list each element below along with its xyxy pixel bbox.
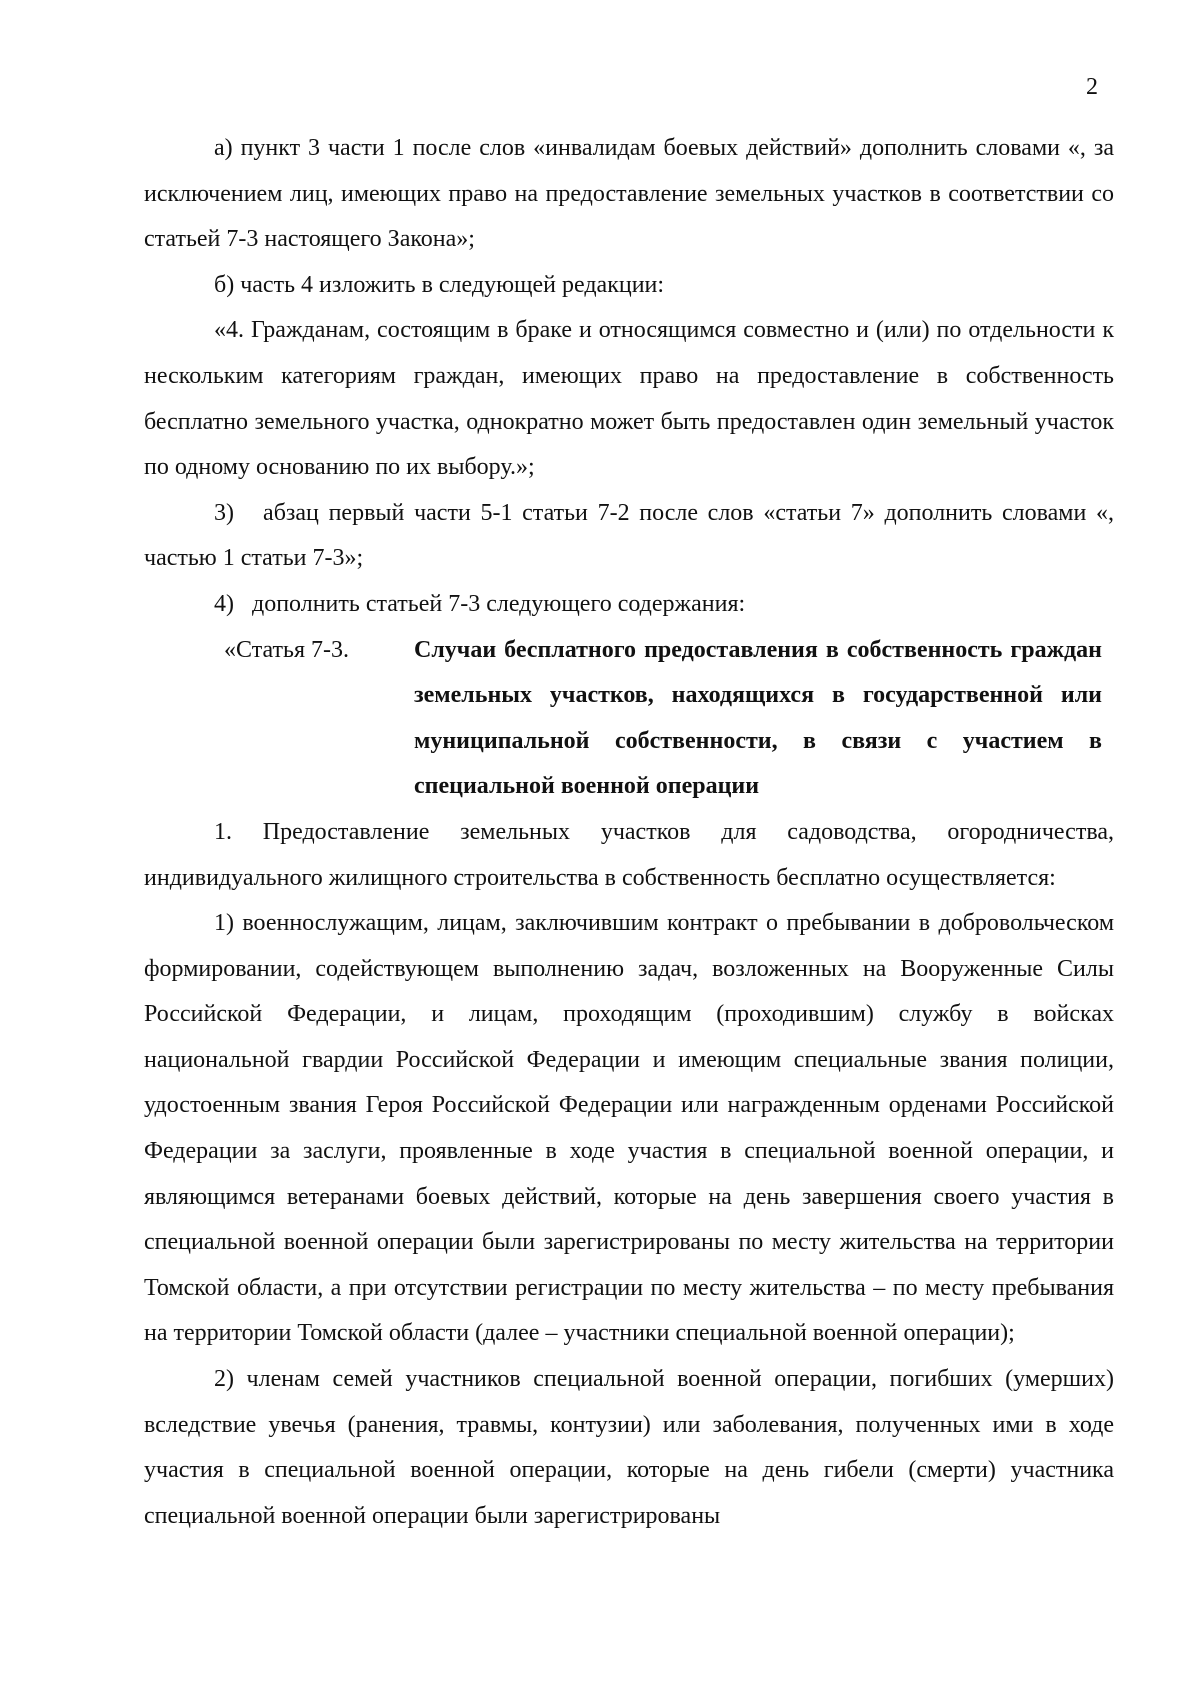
paragraph-3: 3) абзац первый части 5-1 статьи 7-2 после слов «статьи 7» дополнить словами «, частью 1 статьи 7-3»; (144, 499, 1114, 572)
article-label: «Статья 7-3. (224, 636, 349, 663)
paragraph-4: 4) дополнить статьей 7-3 следующего содержания: (214, 590, 746, 617)
paragraph-quote-4: «4. Гражданам, состоящим в браке и относящимся совместно и (или) по отдельности к нескольким категориям граждан, имеющих право на предоставление в собственность бесплатно земельного участка, однократно может быть предоставлен один земельный участок по одному основанию по их выбору.»; (144, 317, 1114, 481)
article-title: Случаи бесплатного предоставления в собственность граждан земельных участков, находящихся в государственной или муниципальной собственности, в связи с участием в специальной военной операции (414, 636, 1102, 800)
article-item-2: 2) членам семей участников специальной военной операции, погибших (умерших) вследствие увечья (ранения, травмы, контузии) или заболевания, полученных ими в ходе участия в специальной военной операции, которые на день гибели (смерти) участника специальной военной операции были зарегистрированы (144, 1366, 1114, 1529)
article-paragraph-1: 1. Предоставление земельных участков для садоводства, огородничества, индивидуального жилищного строительства в собственность бесплатно осуществляется: (144, 818, 1114, 891)
document-body (144, 126, 1114, 1539)
page-number: 2 (1086, 74, 1098, 100)
article-heading (144, 628, 1114, 810)
paragraph-a: а) пункт 3 части 1 после слов «инвалидам боевых действий» дополнить словами «, за исключением лиц, имеющих право на предоставление земельных участков в соответствии со статьей 7-3 настоящего Закона»; (144, 135, 1114, 253)
paragraph-b: б) часть 4 изложить в следующей редакции: (214, 271, 665, 298)
article-item-1: 1) военнослужащим, лицам, заключившим контракт о пребывании в добровольческом формировании, содействующем выполнению задач, возложенных на Вооруженные Силы Российской Федерации, и лицам, проходящим (проходившим) службу в войсках национальной гвардии Российской Федерации и имеющим специальные звания полиции, удостоенным звания Героя Российской Федерации или награжденным орденами Российской Федерации за заслуги, проявленные в ходе участия в специальной военной операции, и являющимся ветеранами боевых действий, которые на день завершения своего участия в специальной военной операции были зарегистрированы по месту жительства на территории Томской области, а при отсутствии регистрации по месту жительства – по месту пребывания на территории Томской области (далее – участники специальной военной операции); (144, 910, 1114, 1347)
